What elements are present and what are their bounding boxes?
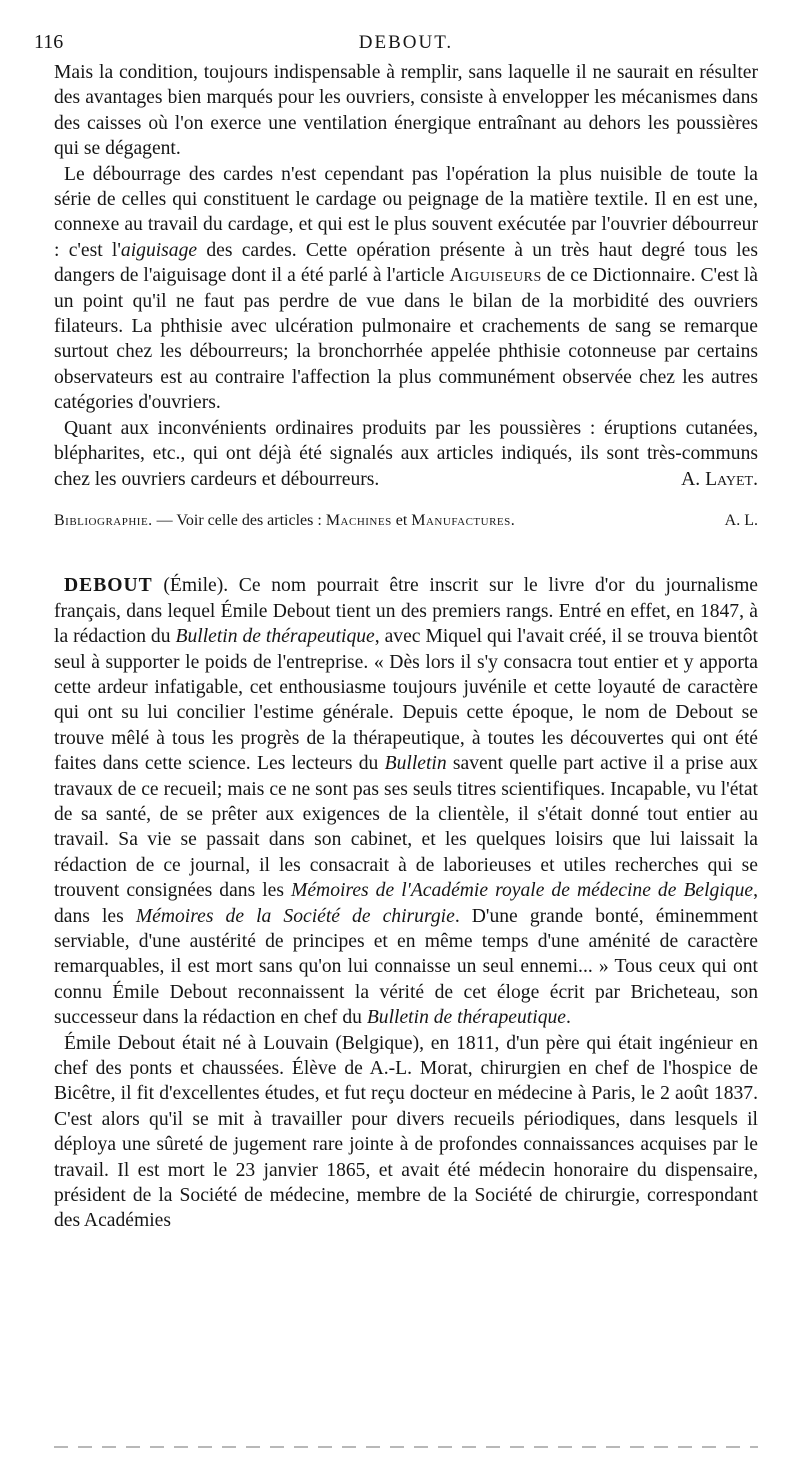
entry-headword: DEBOUT bbox=[64, 575, 153, 597]
article-debourrage bbox=[54, 60, 758, 492]
spacer bbox=[54, 533, 758, 573]
journal-title: Mémoires de l'Académie royale de médecine de Belgique bbox=[291, 880, 754, 902]
text: . bbox=[565, 1007, 571, 1029]
text: , dans les bbox=[54, 880, 758, 927]
bibliography-signature: A. L. bbox=[724, 511, 758, 529]
text: savent quelle part active il a prise aux travaux de ce recueil; mais ce ne sont pas ses seuls titres scientifiques. Incapable, vu l'état de sa santé, de se prêter aux exigences de la clientèle, il s'était donné tout entier au travail. Sa vie se passait dans son cabinet, et les quelques loisirs que lui laissait la rédaction de ce journal, il les consacrait à de laborieuses et utiles recherches qui se trouvent consignées dans les bbox=[54, 753, 758, 902]
text: Le débourrage des cardes n'est cependant pas l'opération la plus nuisible de toute la série de celles qui constituent le cardage ou peignage de la matière textile. Il en est une, connexe au travail du cardage, et qui est le plus souvent exécutée par l'ouvrier débourreur : c'est l' bbox=[54, 163, 758, 261]
entry-given-name: (Émile). bbox=[152, 575, 229, 597]
text: — Voir celle des articles : bbox=[152, 511, 326, 529]
running-head: DEBOUT. bbox=[358, 32, 454, 53]
paragraph: Mais la condition, toujours indispensable à remplir, sans laquelle il ne saurait en résulter des avantages bien marqués pour les ouvriers, consiste à envelopper les mécanismes dans des caisses où l'on exerce une ventilation énergique entraînant au dehors les poussières qui se dégagent. bbox=[54, 62, 758, 160]
bibliography-label: Bibliographie. bbox=[54, 511, 153, 529]
text: Quant aux inconvénients ordinaires produits par les poussières : éruptions cutanées, blépharites, etc., qui ont déjà été signalés aux articles indiqués, ils sont très-communs chez les ouvriers cardeurs et débourreurs. bbox=[54, 417, 758, 490]
cross-reference: Machines bbox=[325, 511, 392, 529]
bibliography bbox=[54, 508, 758, 533]
page-number: 116 bbox=[34, 31, 64, 53]
journal-title: Bulletin bbox=[384, 753, 447, 775]
text: de ce Dictionnaire. C'est là un point qu'il ne faut pas perdre de vue dans le bilan de la morbidité des ouvriers filateurs. La phthisie avec ulcération pulmonaire et crachements de sang se remarque surtout chez les débourreurs; la bronchorrhée appelée phthisie cotonneuse par certains observateurs est au contraire l'affection la plus communément observée chez les autres catégories d'ouvriers. bbox=[54, 265, 758, 414]
paragraph bbox=[54, 416, 758, 492]
text: . D'une grande bonté, éminemment serviable, d'une austérité de principes et en même temps d'une aménité de caractère remarquables, il est mort sans qu'on lui connaisse un seul ennemi... » Tous ceux qui ont connu Émile Debout reconnaissent la vérité de cet éloge écrit par Bricheteau, son successeur dans la rédaction en chef du bbox=[54, 905, 758, 1029]
text: des cardes. Cette opération présente à un très haut degré tous les dangers de l'aiguisage dont il a été parlé à l'article bbox=[54, 239, 758, 287]
text: , avec Miquel qui l'avait créé, il se trouva bientôt seul à supporter le poids de l'entreprise. « Dès lors il s'y consacra tout entier et y apporta cette ardeur infatigable, cet enthousiasme toujours juvénile et cette loyauté de caractère qui ont su lui concilier l'estime générale. Depuis cette époque, le nom de Debout se trouve mêlé à tous les progrès de la thérapeutique, à toutes les découvertes qui ont été faites dans cette science. Les lecteurs du bbox=[54, 626, 758, 775]
footer-rule bbox=[54, 1446, 758, 1448]
paragraph bbox=[54, 573, 758, 1030]
cross-reference: Manufactures bbox=[411, 511, 511, 529]
journal-title: Bulletin de thérapeutique bbox=[366, 1007, 566, 1029]
bibliography-text bbox=[54, 508, 515, 533]
cross-reference: Aiguiseurs bbox=[449, 265, 542, 287]
italic-term: aiguisage bbox=[120, 239, 198, 261]
text: . bbox=[510, 511, 515, 529]
journal-title: Bulletin de thérapeutique bbox=[175, 626, 375, 648]
article-debout-emile bbox=[54, 573, 758, 1234]
author-signature: A. Layet. bbox=[681, 468, 758, 490]
journal-title: Mémoires de la Société de chirurgie bbox=[135, 905, 455, 927]
text: et bbox=[391, 511, 412, 529]
text: Ce nom pourrait être inscrit sur le livre d'or du journalisme français, dans lequel Émile Debout tient un des premiers rangs. Entré en effet, en 1847, à la rédaction du bbox=[54, 575, 759, 648]
page-header bbox=[34, 30, 758, 54]
paragraph: Émile Debout était né à Louvain (Belgique), en 1811, d'un père qui était ingénieur en chef des ponts et chaussées. Élève de A.-L. Morat, chirurgien en chef de l'hospice de Bicêtre, il fit d'excellentes études, et fut reçu docteur en médecine à Paris, le 2 août 1837. C'est alors qu'il se mit à travailler pour divers recueils périodiques, dans lesquels il déploya une sûreté de jugement rare jointe à de profondes connaissances acquises par le travail. Il est mort le 23 janvier 1865, et avait été médecin honoraire du dispensaire, président de la Société de médecine, membre de la Société de chirurgie, correspondant des Académies bbox=[54, 1032, 758, 1232]
paragraph bbox=[54, 162, 758, 416]
